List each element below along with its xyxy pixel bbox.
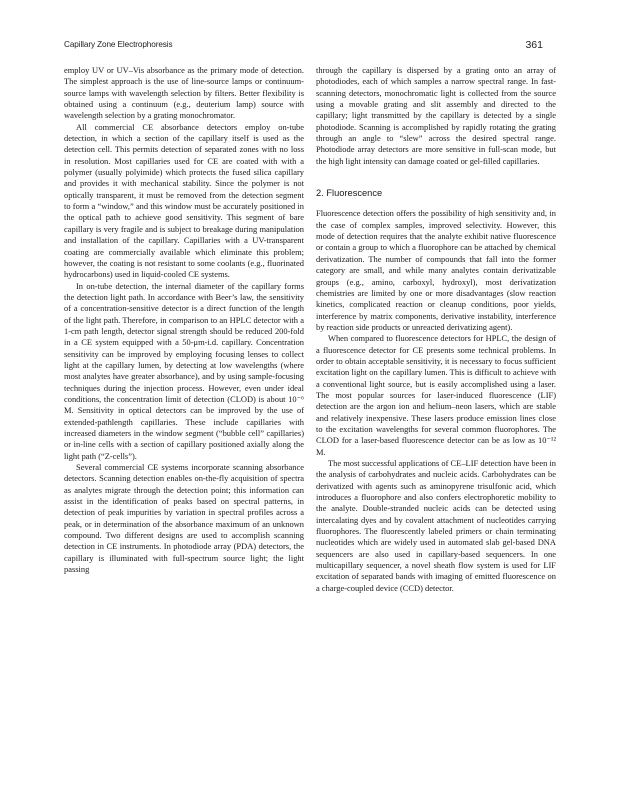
body-paragraph: through the capillary is dispersed by a grating onto an array of photodiodes, each of which samples a narrow spectral range. In fast-scanning detectors, monochromatic light is collected from the source using a movable grating and slit assembly and directed to the capillary; light transmitted by the capillary is detected by a single photodiode. Scanning is accomplished by rapidly rotating the grating through an angle to “slew” across the desired spectral range. Photodiode array detectors are more sensitive in full-scan mode, but the high light intensity can damage coated or gel-filled capillaries. xyxy=(316,65,556,166)
body-paragraph: employ UV or UV–Vis absorbance as the primary mode of detection. The simplest approach is the use of line-source lamps or continuum-source lamps with wavelength selection by filters. Better flexibility is obtained using a continuum (e.g., deuterium lamp) source with wavelength selection by a grating monochromator. xyxy=(64,65,304,121)
body-paragraph: Fluorescence detection offers the possibility of high sensitivity and, in the case of complex samples, improved selectivity. However, this mode of detection requires that the analyte exhibit native fluorescence or contain a group to which a fluorophore can be attached by chemical derivatization. The number of compounds that fall into the former category are small, and while many analytes contain derivatizable groups (e.g., amino, carboxyl, hydroxyl), most derivatization chemistries are limited by one or more disadvantages (slow reaction kinetics, complicated reaction or cleanup conditions, poor yields, interference by matrix components, derivative instability, interference by reaction side products or unreacted derivatizing agent). xyxy=(316,208,556,332)
body-paragraph: Several commercial CE systems incorporate scanning absorbance detectors. Scanning detection enables on-the-fly acquisition of spectra as analytes migrate through the detection point; this information can assist in the identification of peaks based on spectral patterns, in detection of peak impurities by variation in spectral profiles across a peak, or in determination of the absorbance maximum of an unknown compound. Two different designs are used to accomplish scanning detection in CE instruments. In photodiode array (PDA) detectors, the capillary is illuminated with full-spectrum source light; the light passing xyxy=(64,462,304,575)
running-head: Capillary Zone Electrophoresis xyxy=(64,40,173,49)
page-number: 361 xyxy=(525,39,543,51)
body-paragraph: All commercial CE absorbance detectors employ on-tube detection, in which a section of the capillary itself is used as the detection cell. This permits detection of separated zones with no loss in resolution. Most capillaries used for CE are coated with with a polymer (usually polyimide) which protects the fused silica capillary and provides it with mechanical stability. Since the polymer is not optically transparent, it must be removed from the detection segment to form a “window,” and this window must be accurately positioned in the optical path to achieve good sensitivity. This segment of bare capillary is very fragile and is subject to breakage during manipulation and installation of the capillary. Capillaries with a UV-transparent coating are commercially available which eliminate this problem; however, the coating is not resistant to some coolants (e.g., fluorinated hydrocarbons) used in liquid-cooled CE systems. xyxy=(64,121,304,280)
section-heading: 2. Fluorescence xyxy=(316,188,383,199)
body-paragraph: The most successful applications of CE–LIF detection have been in the analysis of carbohydrates and nucleic acids. Carbohydrates can be derivatized with agents such as aminopyrene trisulfonic acid, which introduces a fluorophore and also confers electrophoretic mobility to the analyte. Double-stranded nucleic acids can be detected using intercalating dyes and by covalent attachment of nucleotides carrying fluorophores. The fluorescently labeled primers or chain terminating nucleotides which are widely used in automated slab gel-based DNA sequencers are also used in capillary-based sequencers. In one multicapillary sequencer, a novel sheath flow system is used for LIF excitation of separated bands with imaging of emitted fluorescence on a charge-coupled device (CCD) detector. xyxy=(316,458,556,593)
body-paragraph: In on-tube detection, the internal diameter of the capillary forms the detection light path. In accordance with Beer’s law, the sensitivity of a concentration-sensitive detector is a direct function of the length of the light path. Therefore, in comparison to an HPLC detector with a 1-cm path length, detector signal strength should be reduced 200-fold in a CE system equipped with a 50-μm-i.d. capillary. Concentration sensitivity can be improved by employing focusing lenses to collect light at the capillary lumen, by detecting at low wavelengths (where most analytes have greater absorbance), and by using sample-focusing techniques during the injection process. However, even under ideal conditions, the concentration limit of detection (CLOD) is about 10⁻⁶ M. Sensitivity in optical detectors can be improved by the use of extended-pathlength capillaries. These include capillaries with increased diameters in the window segment (“bubble cell” capillaries) or in-line cells with a section of capillary positioned axially along the light path (“Z-cells”). xyxy=(64,280,304,461)
left-column xyxy=(64,65,304,575)
right-column xyxy=(316,65,556,594)
body-paragraph: When compared to fluorescence detectors for HPLC, the design of a fluorescence detector for CE presents some technical problems. In order to obtain acceptable sensitivity, it is necessary to focus sufficient excitation light on the capillary lumen. This is difficult to achieve with a conventional light source, but is easily accomplished using a laser. The most popular sources for laser-induced fluorescence (LIF) detection are the argon ion and helium–neon lasers, which are stable and relatively inexpensive. These lasers produce emission lines close to the excitation wavelengths for several common fluorophores. The CLOD for a laser-based fluorescence detector can be as low as 10⁻¹² M. xyxy=(316,333,556,457)
